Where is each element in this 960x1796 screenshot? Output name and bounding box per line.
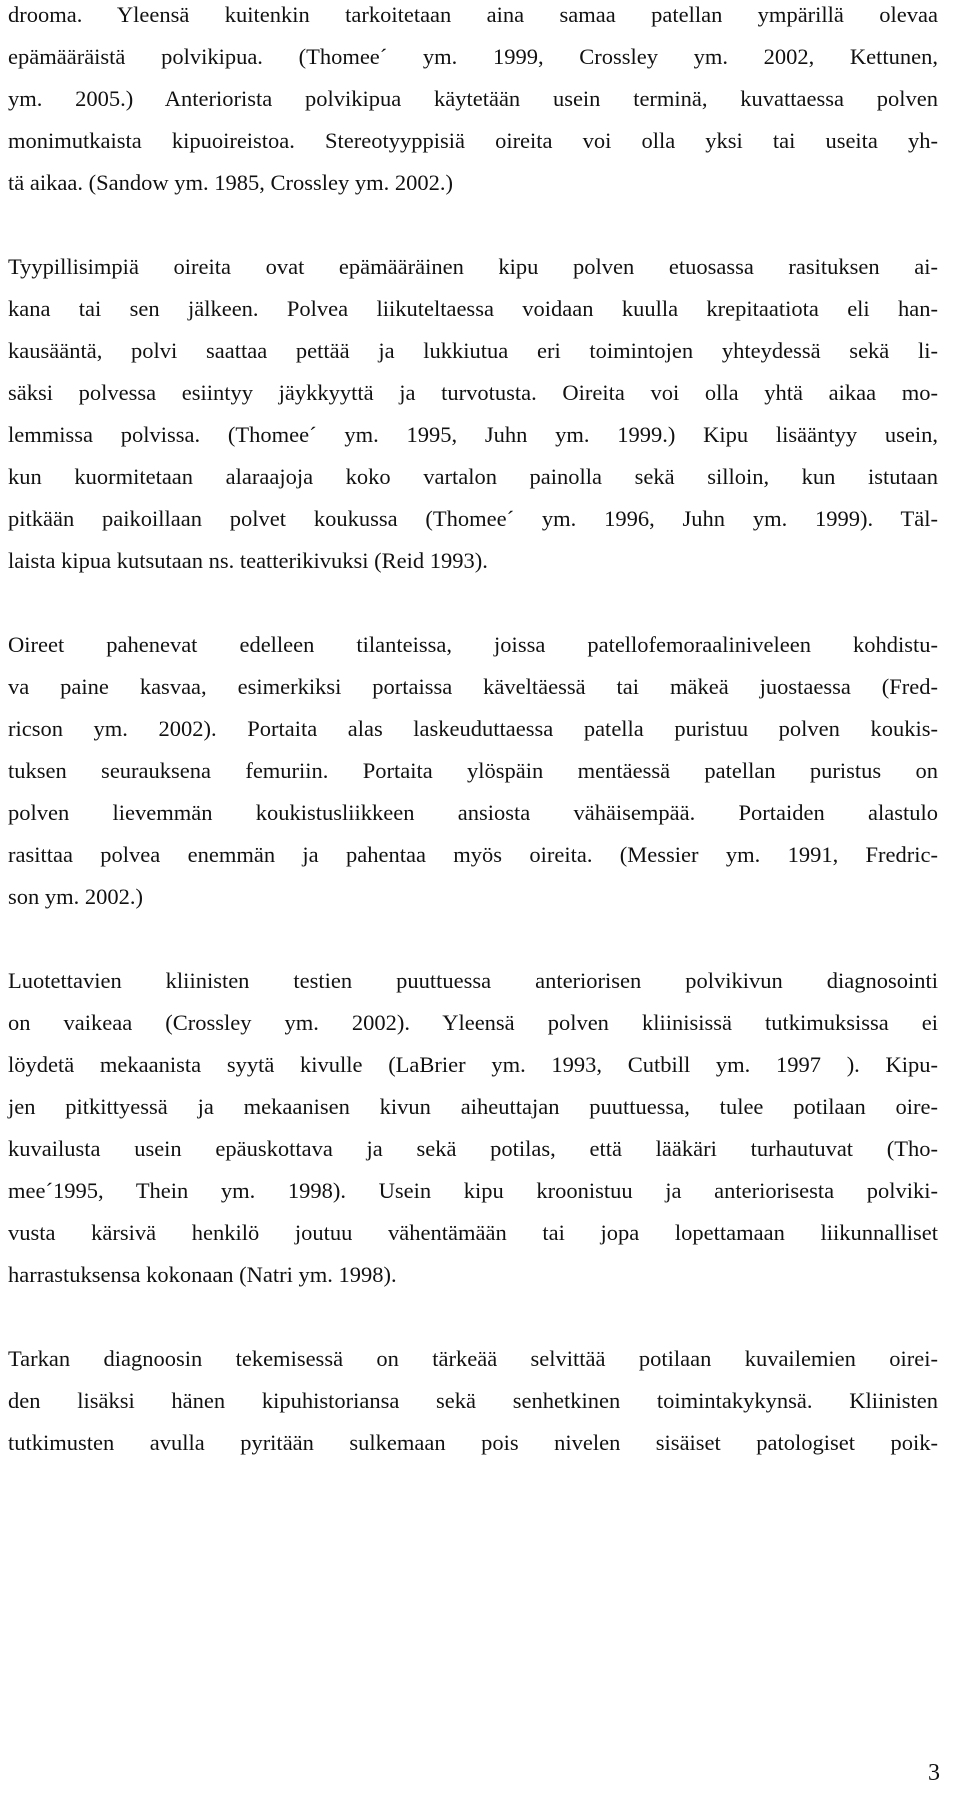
text-line: laista kipua kutsutaan ns. teatterikivuksi (Reid 1993). xyxy=(8,548,488,573)
text-line: kun kuormitetaan alaraajoja koko vartalon painolla sekä silloin, kun istutaan xyxy=(8,464,938,489)
text-line: säksi polvessa esiintyy jäykkyyttä ja turvotusta. Oireita voi olla yhtä aikaa mo- xyxy=(8,380,938,405)
text-line: epämääräistä polvikipua. (Thomee´ ym. 1999, Crossley ym. 2002, Kettunen, xyxy=(8,44,938,69)
text-line: kuvailusta usein epäuskottava ja sekä potilas, että lääkäri turhautuvat (Tho- xyxy=(8,1136,938,1161)
text-line: Luotettavien kliinisten testien puuttuessa anteriorisen polvikivun diagnosointi xyxy=(8,968,938,993)
text-line: den lisäksi hänen kipuhistoriansa sekä senhetkinen toimintakykynsä. Kliinisten xyxy=(8,1388,938,1413)
text-line: jen pitkittyessä ja mekaanisen kivun aiheuttajan puuttuessa, tulee potilaan oire- xyxy=(8,1094,938,1119)
text-line: monimutkaista kipuoireistoa. Stereotyyppisiä oireita voi olla yksi tai useita yh- xyxy=(8,128,938,153)
text-line: on vaikeaa (Crossley ym. 2002). Yleensä polven kliinisissä tutkimuksissa ei xyxy=(8,1010,938,1035)
text-line: vusta kärsivä henkilö joutuu vähentämään tai jopa lopettamaan liikunnalliset xyxy=(8,1220,938,1245)
text-line: drooma. Yleensä kuitenkin tarkoitetaan aina samaa patellan ympärillä olevaa xyxy=(8,2,938,27)
text-line: ricson ym. 2002). Portaita alas laskeuduttaessa patella puristuu polven koukis- xyxy=(8,716,938,741)
text-line: rasittaa polvea enemmän ja pahentaa myös oireita. (Messier ym. 1991, Fredric- xyxy=(8,842,938,867)
text-line: Oireet pahenevat edelleen tilanteissa, joissa patellofemoraaliniveleen kohdistu- xyxy=(8,632,938,657)
text-line: tutkimusten avulla pyritään sulkemaan pois nivelen sisäiset patologiset poik- xyxy=(8,1430,938,1455)
text-line: tä aikaa. (Sandow ym. 1985, Crossley ym. 2002.) xyxy=(8,170,453,195)
page-number: 3 xyxy=(928,1760,940,1786)
text-line: löydetä mekaanista syytä kivulle (LaBrier ym. 1993, Cutbill ym. 1997 ). Kipu- xyxy=(8,1052,938,1077)
text-line: tuksen seurauksena femuriin. Portaita ylöspäin mentäessä patellan puristus on xyxy=(8,758,938,783)
text-line: harrastuksensa kokonaan (Natri ym. 1998). xyxy=(8,1262,397,1287)
text-line: polven lievemmän koukistusliikkeen ansiosta vähäisempää. Portaiden alastulo xyxy=(8,800,938,825)
text-line: mee´1995, Thein ym. 1998). Usein kipu kroonistuu ja anteriorisesta polviki- xyxy=(8,1178,938,1203)
text-line: son ym. 2002.) xyxy=(8,884,143,909)
text-line: pitkään paikoillaan polvet koukussa (Thomee´ ym. 1996, Juhn ym. 1999). Täl- xyxy=(8,506,938,531)
text-line: lemmissa polvissa. (Thomee´ ym. 1995, Juhn ym. 1999.) Kipu lisääntyy usein, xyxy=(8,422,938,447)
text-line: va paine kasvaa, esimerkiksi portaissa käveltäessä tai mäkeä juostaessa (Fred- xyxy=(8,674,938,699)
text-line: Tyypillisimpiä oireita ovat epämääräinen kipu polven etuosassa rasituksen ai- xyxy=(8,254,938,279)
text-line: kausääntä, polvi saattaa pettää ja lukkiutua eri toimintojen yhteydessä sekä li- xyxy=(8,338,938,363)
text-line: ym. 2005.) Anteriorista polvikipua käytetään usein terminä, kuvattaessa polven xyxy=(8,86,938,111)
text-line: Tarkan diagnoosin tekemisessä on tärkeää selvittää potilaan kuvailemien oirei- xyxy=(8,1346,938,1371)
text-line: kana tai sen jälkeen. Polvea liikuteltaessa voidaan kuulla krepitaatiota eli han- xyxy=(8,296,938,321)
